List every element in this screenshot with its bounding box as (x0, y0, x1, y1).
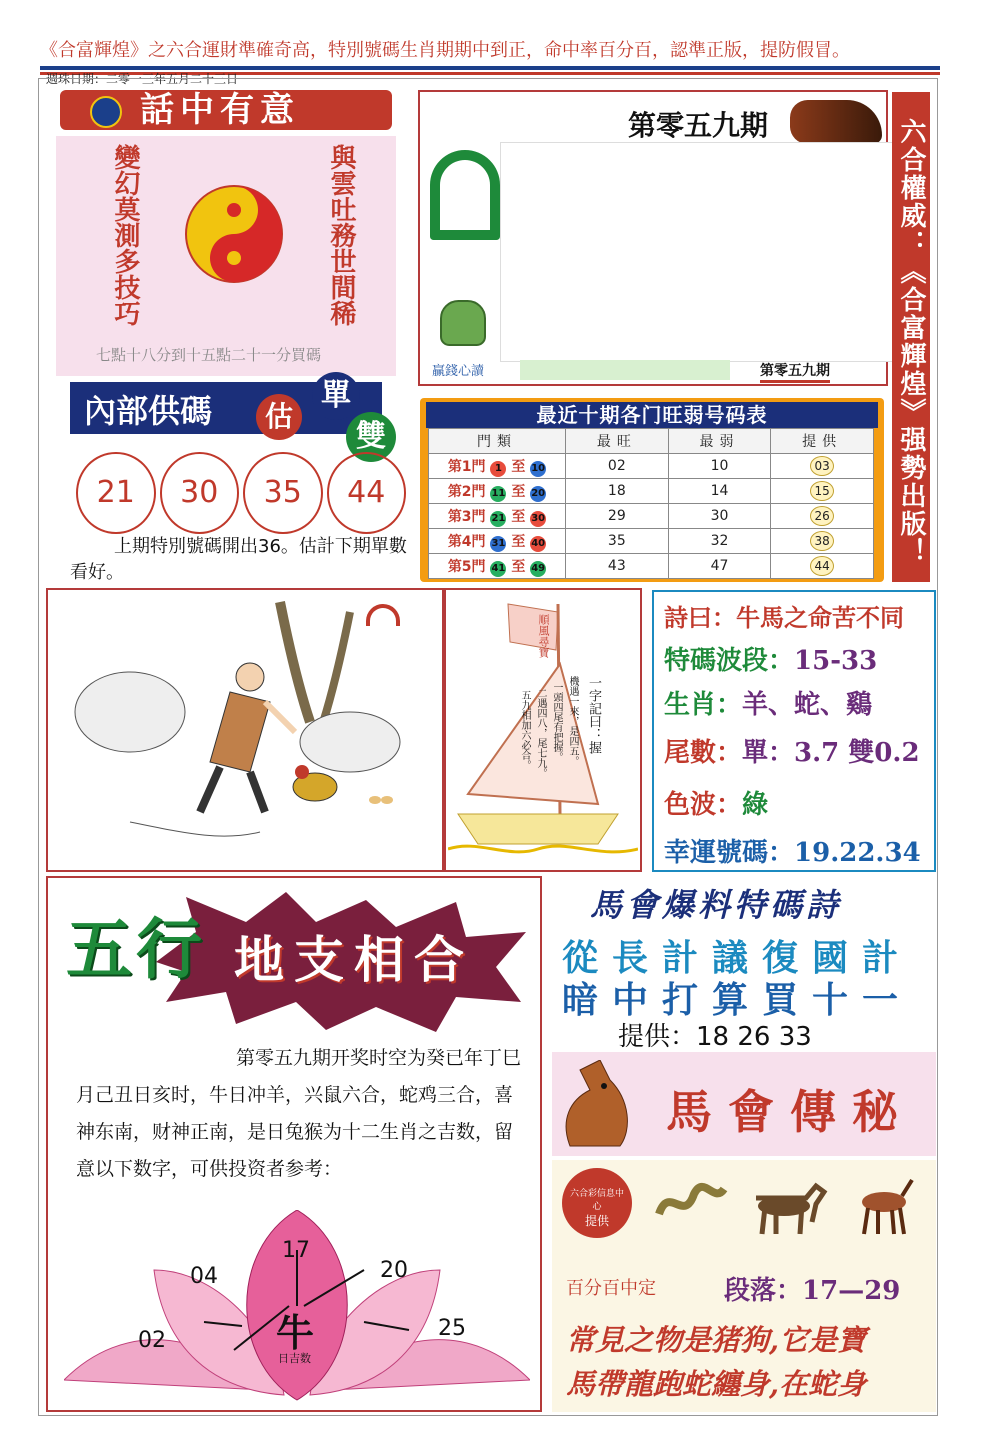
wangruo-from: 1 (490, 461, 506, 477)
inner-numbers (76, 452, 406, 534)
mahui-secret-line2: 馬帶龍跑蛇纏身,在蛇身 (566, 1367, 867, 1401)
wangruo-row (429, 529, 874, 554)
wangruo-tigong-cell (771, 454, 874, 479)
mahui-poem-title: 馬會爆料特碼詩 (590, 886, 843, 924)
mahui-segment (724, 1270, 900, 1307)
wangruo-ruo: 30 (668, 504, 771, 529)
issue-content-blank (500, 142, 894, 362)
wangruo-to: 49 (530, 561, 546, 577)
wangruo-ruo: 32 (668, 529, 771, 554)
wangruo-row (429, 504, 874, 529)
wangruo-to: 30 (530, 511, 546, 527)
wangruo-door: 第5門 (447, 558, 486, 575)
issue-green-he-glyph (430, 150, 500, 240)
wangruo-from: 41 (490, 561, 506, 577)
wangruo-header: 最旺 (566, 429, 669, 454)
wangruo-ruo: 14 (668, 479, 771, 504)
mahui-seal-sub: 提供 (584, 1214, 609, 1228)
mahui-poem-line1: 從長計議復國計 (562, 937, 913, 979)
side-banner-text: 六合權威：《合富輝煌》强勢出版！ (896, 118, 926, 566)
wangruo-door-cell (429, 454, 566, 479)
issue-horse-graphic (790, 100, 882, 144)
wangruo-title: 最近十期各门旺弱号码表 (536, 403, 768, 427)
poem-line1: 詩曰：牛馬之命苦不同 (664, 603, 904, 632)
wangruo-from: 11 (490, 486, 506, 502)
hzyy-bottom-note: 七點十八分到十五點二十一分買碼 (96, 346, 322, 364)
date-line: 週珠日期：二零一三年五月二十三日 (46, 72, 239, 86)
wangruo-tigong-cell (771, 479, 874, 504)
wangruo-door-cell (429, 479, 566, 504)
money-caption: 贏錢心讀 (432, 364, 485, 379)
poem-line3-label: 生肖： (664, 690, 743, 720)
wangruo-tigong-cell (771, 504, 874, 529)
sail-flag-text: 順風尋寶 (537, 614, 550, 658)
wangruo-to: 10 (530, 461, 546, 477)
wangruo-wang: 43 (566, 554, 669, 579)
tag-shuang: 雙 (346, 412, 396, 462)
wangruo-door-cell (429, 504, 566, 529)
wangruo-row (429, 454, 874, 479)
wangruo-header-row (429, 429, 874, 454)
wangruo-tigong: 03 (810, 456, 834, 476)
dragon-icon (654, 1174, 730, 1234)
wangruo-tigong: 44 (810, 556, 834, 576)
lotus-petal-02: 02 (138, 1328, 166, 1353)
wangruo-tigong-cell (771, 529, 874, 554)
mahui-left-note: 百分百中定 (566, 1278, 656, 1299)
wangruo-door: 第1門 (447, 458, 486, 475)
wangruo-wang: 18 (566, 479, 669, 504)
issue-title: 第零五九期 (628, 109, 769, 142)
inner-number: 35 (243, 452, 323, 534)
poem-line6 (664, 832, 921, 869)
issue-label-small: 第零五九期 (760, 360, 830, 383)
mahui-poem-line2: 暗中打算買十一 (562, 979, 913, 1021)
poem-line2 (664, 640, 877, 677)
poem-line2-value: 15-33 (794, 646, 878, 676)
wangruo-zhi: 至 (511, 508, 526, 525)
yin-yang-icon (184, 184, 284, 284)
top-banner: 《合富輝煌》之六合運財準確奇高，特別號碼生肖期期中到正，命中率百分百，認準正版，提防假冒。 (40, 40, 850, 61)
wangruo-table (428, 428, 874, 579)
wangruo-header: 門類 (429, 429, 566, 454)
inner-number: 21 (76, 452, 156, 534)
wangruo-to: 40 (530, 536, 546, 552)
hzyy-title: 話中有意 (140, 90, 300, 130)
poem-line6-label: 幸運號碼： (664, 838, 795, 868)
lotus-petal-20: 20 (380, 1258, 408, 1283)
wangruo-ruo: 47 (668, 554, 771, 579)
hzyy-panel (56, 88, 396, 378)
poem-line5-label: 色波： (664, 790, 743, 820)
wangruo-zhi: 至 (511, 533, 526, 550)
lotus-center-char: 牛 (276, 1310, 315, 1355)
horse-head-icon (560, 1060, 634, 1148)
poem-line4-label: 尾數： (664, 738, 743, 768)
sail-col1: 一字記曰：握 (586, 676, 601, 754)
wangruo-door: 第2門 (447, 483, 486, 500)
poem-line3 (664, 684, 872, 721)
mahui-segment-value: 17—29 (802, 1276, 901, 1306)
hzyy-logo (90, 96, 122, 128)
mahui-seal-text: 六合彩信息中心 (569, 1189, 624, 1212)
horse-icon (746, 1178, 830, 1236)
tag-dan: 單 (312, 372, 360, 420)
goat-icon (850, 1172, 922, 1236)
inner-note: 上期特別號碼開出36。估計下期單數看好。 (70, 536, 407, 583)
wangruo-from: 31 (490, 536, 506, 552)
inner-number: 30 (160, 452, 240, 534)
hzyy-left-vertical: 變幻莫測多技巧 (110, 144, 140, 326)
wangruo-table-wrap (428, 428, 874, 579)
poem-line5-value: 綠 (742, 790, 769, 820)
mahui-poem-provide: 提供：18 26 33 (618, 1022, 812, 1052)
sail-col4: 二遇四八，尾七九。 (535, 688, 546, 778)
sail-col3: 一頭四尾有把握。 (551, 682, 562, 762)
wangruo-zhi: 至 (511, 483, 526, 500)
wuxing-title-b: 地支相合 (234, 930, 474, 989)
mahui-secret-title: 馬會傳秘 (666, 1085, 914, 1139)
lotus-petal-25: 25 (438, 1316, 466, 1341)
wangruo-ruo: 10 (668, 454, 771, 479)
wangruo-from: 21 (490, 511, 506, 527)
wangruo-door: 第4門 (447, 533, 486, 550)
issue-strip (520, 360, 730, 380)
wangruo-tigong-cell (771, 554, 874, 579)
wangruo-door-cell (429, 529, 566, 554)
wangruo-tigong: 26 (810, 506, 834, 526)
man-chasing-rooster-illustration (50, 592, 440, 868)
inner-title: 內部供碼 (84, 392, 213, 430)
wangruo-zhi: 至 (511, 558, 526, 575)
poem-line5 (664, 784, 768, 821)
sail-col5: 五九相加六必合。 (519, 690, 530, 770)
poem-line4 (664, 732, 920, 769)
sail-col2: 機遇一來，是四五。 (567, 676, 578, 766)
poem-line3-value: 羊、蛇、鷄 (742, 690, 873, 720)
wangruo-door: 第3門 (447, 508, 486, 525)
wangruo-row (429, 554, 874, 579)
poem-line6-value: 19.22.34 (794, 838, 921, 868)
wuxing-text: 第零五九期开奖时空为癸已年丁巳月己丑日亥时，牛日冲羊，兴鼠六合，蛇鸡三合，喜神东南，财神正南，是日兔猴为十二生肖之吉数，留意以下数字，可供投资者参考： (76, 1047, 522, 1180)
mahui-secret-line1: 常見之物是猪狗,它是寶 (566, 1323, 867, 1357)
money-bag-icon (440, 300, 486, 346)
poem-line4-value: 單：3.7 雙0.2 (742, 738, 920, 768)
wangruo-header: 提供 (771, 429, 874, 454)
wangruo-header: 最弱 (668, 429, 771, 454)
lotus-petal-04: 04 (190, 1264, 218, 1289)
lotus-petal-17: 17 (282, 1238, 310, 1263)
hzyy-right-vertical: 與雲吐務世間稀 (326, 144, 356, 326)
wangruo-to: 20 (530, 486, 546, 502)
wangruo-wang: 35 (566, 529, 669, 554)
wangruo-wang: 02 (566, 454, 669, 479)
mahui-segment-label: 段落： (724, 1276, 803, 1306)
wangruo-tigong: 38 (810, 531, 834, 551)
wuxing-title-a: 五行 (66, 910, 206, 988)
wangruo-wang: 29 (566, 504, 669, 529)
tag-gu: 估 (256, 394, 302, 440)
inner-number: 44 (327, 452, 407, 534)
wangruo-zhi: 至 (511, 458, 526, 475)
wangruo-door-cell (429, 554, 566, 579)
wangruo-tigong: 15 (810, 481, 834, 501)
lotus-center-sub: 日吉数 (278, 1352, 311, 1365)
wangruo-row (429, 479, 874, 504)
poem-line2-label: 特碼波段： (664, 646, 795, 676)
